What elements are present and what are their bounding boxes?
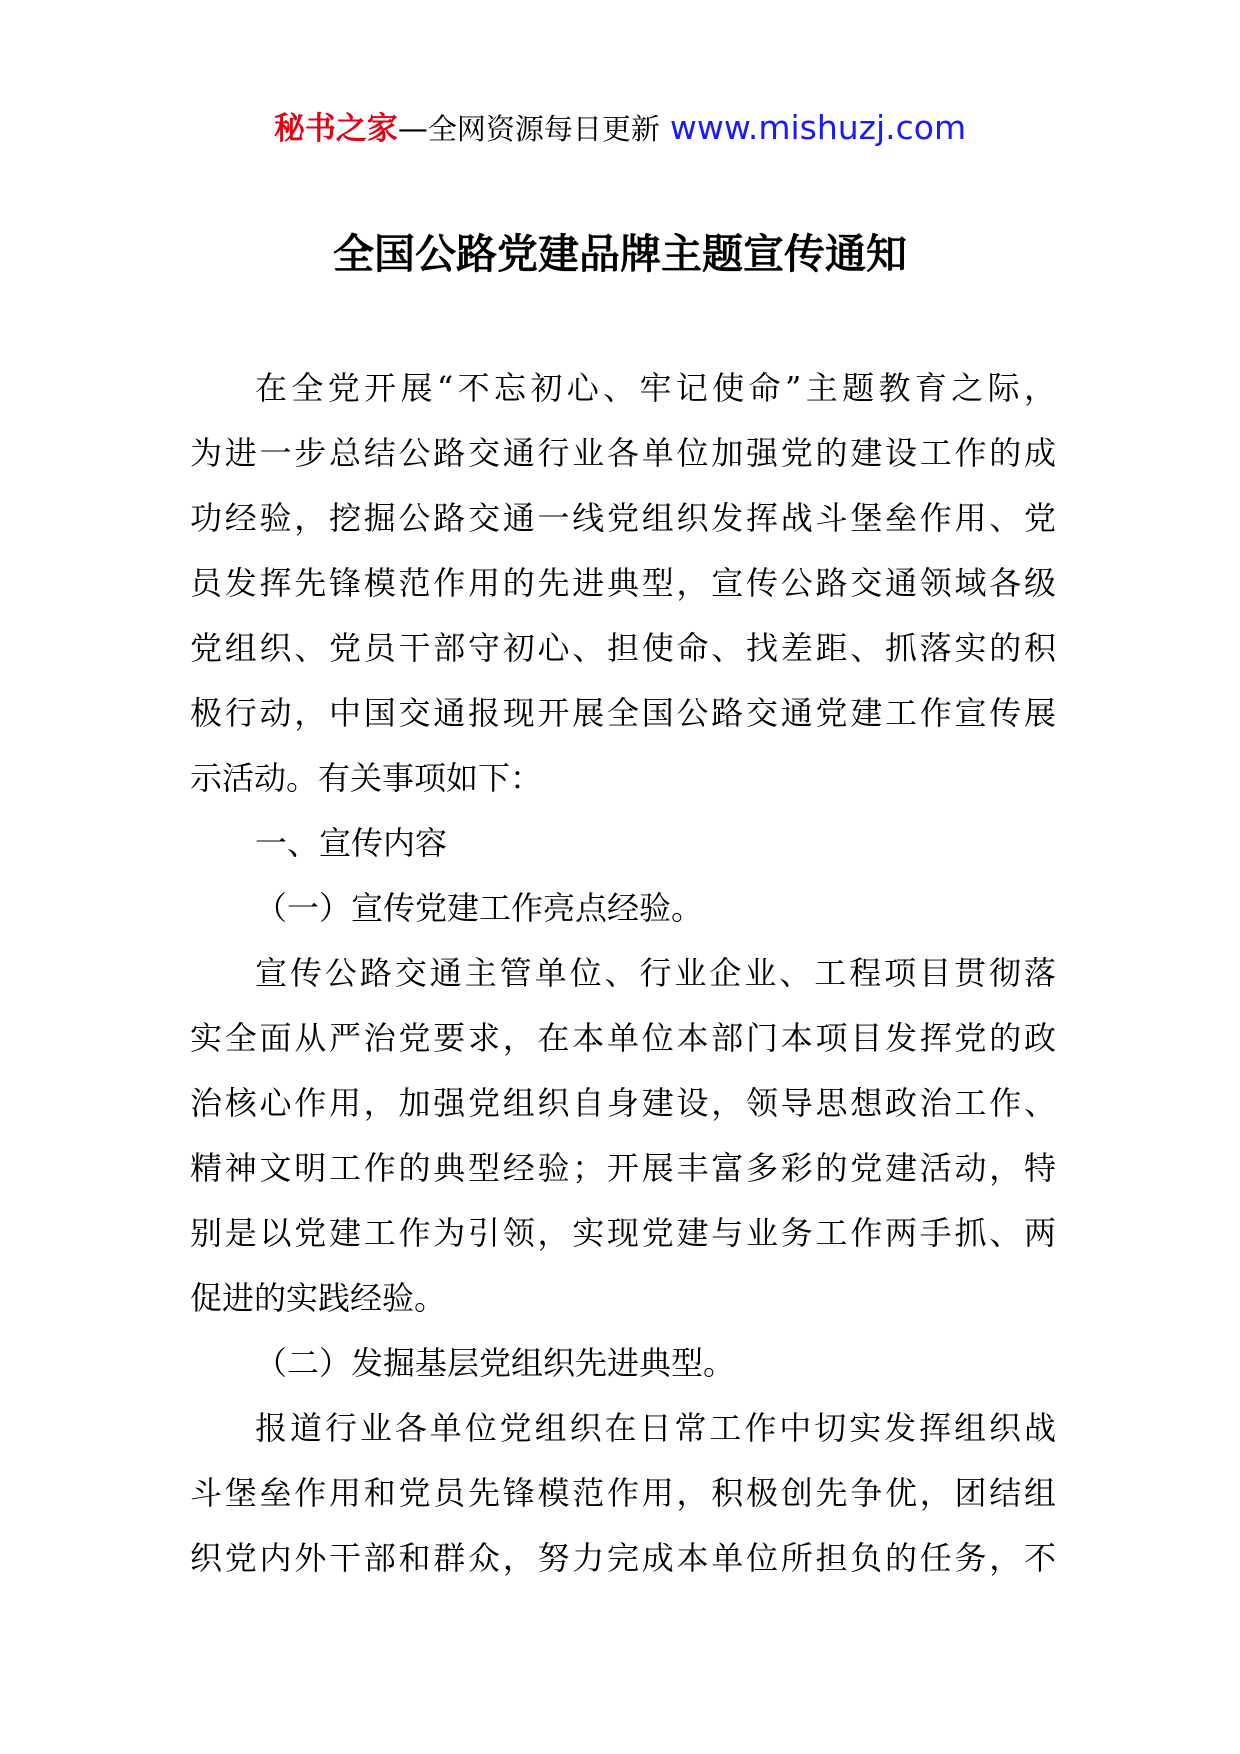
body-line: 在全党开展“不忘初心、牢记使命”主题教育之际， bbox=[255, 369, 1056, 407]
body-line: 促进的实践经验。 bbox=[190, 1279, 447, 1317]
site-banner bbox=[0, 104, 1240, 152]
brand-name: 秘书之家 bbox=[273, 111, 398, 147]
subsection-heading: （一）宣传党建工作亮点经验。 bbox=[255, 889, 704, 927]
banner-dash: — bbox=[397, 112, 428, 147]
site-url-link[interactable]: www.mishuzj.com bbox=[669, 108, 967, 147]
document-title: 全国公路党建品牌主题宣传通知 bbox=[333, 230, 907, 278]
body-line: 功经验，挖掘公路交通一线党组织发挥战斗堡垒作用、党 bbox=[190, 499, 1056, 537]
body-line: 斗堡垒作用和党员先锋模范作用，积极创先争优，团结组 bbox=[190, 1474, 1056, 1512]
body-line: 织党内外干部和群众，努力完成本单位所担负的任务，不 bbox=[190, 1539, 1056, 1577]
subsection-heading: （二）发掘基层党组织先进典型。 bbox=[255, 1344, 736, 1382]
body-line: 宣传公路交通主管单位、行业企业、工程项目贯彻落 bbox=[255, 954, 1056, 992]
section-heading: 一、宣传内容 bbox=[255, 824, 448, 862]
body-line: 治核心作用，加强党组织自身建设，领导思想政治工作、 bbox=[190, 1084, 1056, 1122]
body-line: 为进一步总结公路交通行业各单位加强党的建设工作的成 bbox=[190, 434, 1056, 472]
banner-slogan: 全网资源每日更新 bbox=[427, 112, 660, 146]
body-line: 示活动。有关事项如下： bbox=[190, 759, 543, 797]
document-body bbox=[190, 356, 1056, 1591]
body-line: 别是以党建工作为引领，实现党建与业务工作两手抓、两 bbox=[190, 1214, 1056, 1252]
body-line: 实全面从严治党要求，在本单位本部门本项目发挥党的政 bbox=[190, 1019, 1056, 1057]
body-line: 极行动，中国交通报现开展全国公路交通党建工作宣传展 bbox=[190, 694, 1056, 732]
body-line: 精神文明工作的典型经验；开展丰富多彩的党建活动，特 bbox=[190, 1149, 1056, 1187]
body-line: 报道行业各单位党组织在日常工作中切实发挥组织战 bbox=[255, 1409, 1056, 1447]
body-line: 党组织、党员干部守初心、担使命、找差距、抓落实的积 bbox=[190, 629, 1056, 667]
body-line: 员发挥先锋模范作用的先进典型，宣传公路交通领域各级 bbox=[190, 564, 1056, 602]
